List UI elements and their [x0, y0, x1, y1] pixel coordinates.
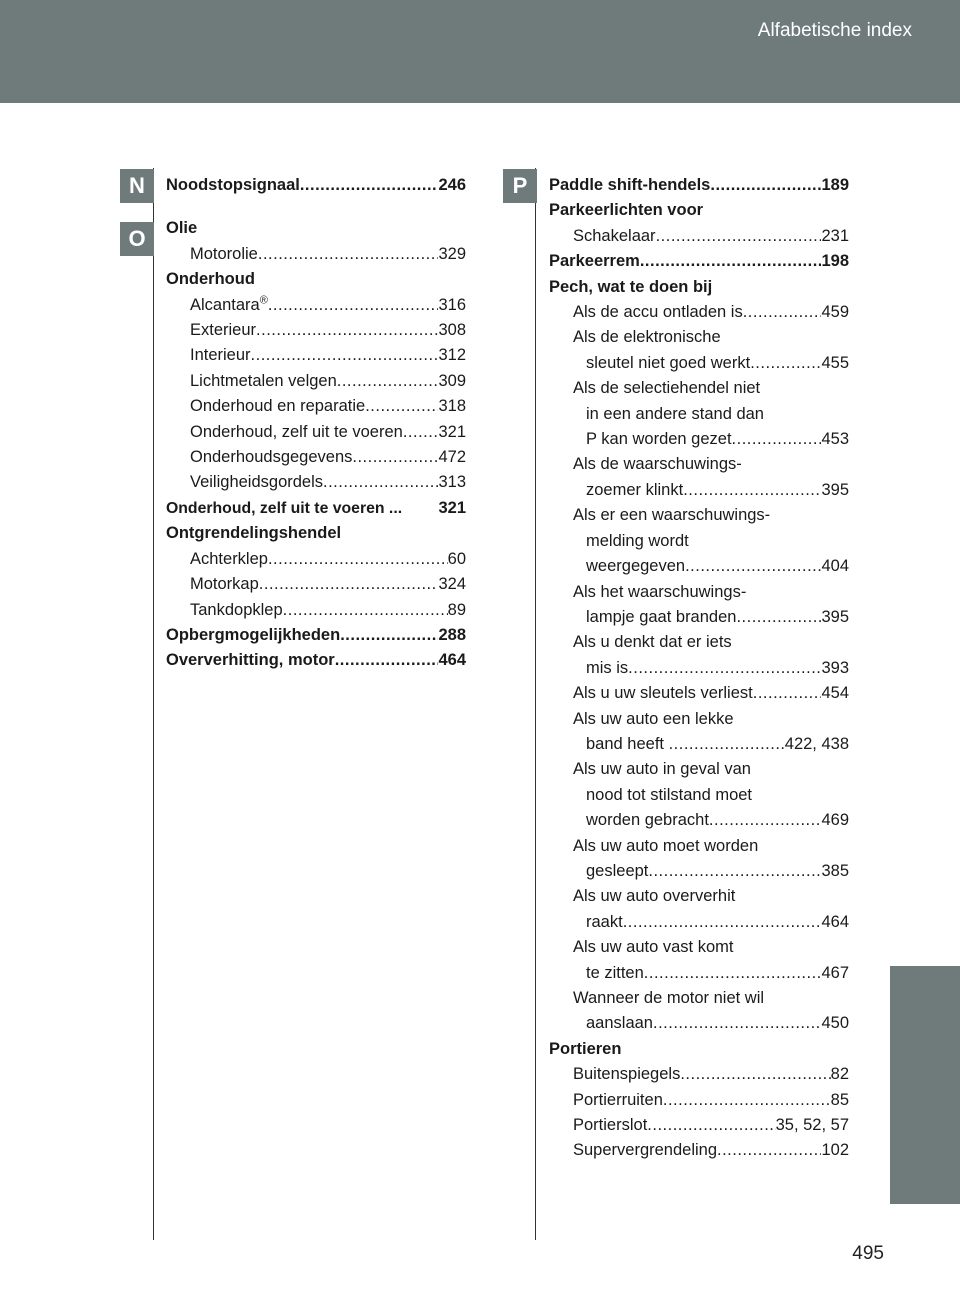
index-entry: Portierruiten ..... 85 — [549, 1088, 849, 1113]
letter-marker-n: N — [120, 169, 154, 203]
index-column-right — [549, 173, 849, 1164]
index-entry-line: Wanneer de motor niet wil — [573, 989, 765, 1007]
letter-marker-p: P — [503, 169, 537, 203]
index-entry-line: in een andere stand dan — [586, 404, 764, 423]
index-entry: Schakelaar ..... 231 — [549, 224, 849, 249]
index-heading: Pech, wat te doen bij — [549, 277, 713, 296]
index-entry: Opbergmogelijkheden ..... 288 — [166, 623, 466, 648]
index-entry-line: melding wordt — [586, 531, 689, 550]
index-entry: Onderhoud, zelf uit te voeren ..... 321 — [166, 420, 466, 445]
index-entry-line: Als uw auto vast komt — [573, 938, 734, 957]
index-entry: aanslaan ..... 450 — [549, 1011, 849, 1036]
index-heading: Olie — [166, 219, 198, 238]
index-entry: sleutel niet goed werkt ..... 455 — [549, 351, 849, 376]
index-entry-line: Als de elektronische — [573, 328, 721, 347]
index-entry: Motorolie ..... 329 — [166, 242, 466, 267]
index-entry-line: Als er een waarschuwings- — [573, 506, 771, 525]
index-entry-line: Als u denkt dat er iets — [573, 633, 732, 652]
header-title: Alfabetische index — [757, 20, 912, 41]
index-entry: zoemer klinkt ..... 395 — [549, 478, 849, 503]
index-entry: Exterieur ..... 308 — [166, 318, 466, 343]
index-entry: raakt ..... 464 — [549, 910, 849, 935]
index-entry: P kan worden gezet ..... 453 — [549, 427, 849, 452]
index-entry: Als de accu ontladen is ..... 459 — [549, 300, 849, 325]
index-entry-line: Als uw auto een lekke — [573, 709, 734, 728]
index-entry-line: Als uw auto oververhit — [573, 887, 736, 906]
index-entry: gesleept ..... 385 — [549, 859, 849, 884]
index-entry: Interieur ..... 312 — [166, 343, 466, 368]
index-heading: Ontgrendelingshendel — [166, 524, 342, 543]
index-entry: Supervergrendeling ..... 102 — [549, 1138, 849, 1163]
index-entry-line: Als de waarschuwings- — [573, 455, 742, 474]
index-entry-line: Als uw auto in geval van — [573, 760, 751, 779]
index-entry-line: nood tot stilstand moet — [586, 785, 753, 804]
index-column-left — [166, 173, 466, 674]
index-entry: Noodstopsignaal ..... 246 — [166, 173, 466, 198]
right-column-rule — [535, 168, 536, 1240]
index-heading: Onderhoud — [166, 270, 255, 289]
index-entry-line: Als het waarschuwings- — [573, 582, 747, 601]
index-entry-line: Als uw auto moet worden — [573, 836, 759, 855]
index-entry: lampje gaat branden ..... 395 — [549, 605, 849, 630]
registered-mark: ® — [259, 294, 268, 307]
index-entry: Onderhoud, zelf uit te voeren ... 321 — [166, 498, 466, 517]
index-entry: Lichtmetalen velgen ..... 309 — [166, 369, 466, 394]
index-entry: band heeft ..... 422, 438 — [549, 732, 849, 757]
index-entry: Portierslot ..... 35, 52, 57 — [549, 1113, 849, 1138]
index-entry: Veiligheidsgordels ..... 313 — [166, 470, 466, 495]
index-entry: Oververhitting, motor ..... 464 — [166, 648, 466, 673]
index-entry: Motorkap ..... 324 — [166, 572, 466, 597]
thumb-index-tab — [890, 966, 960, 1204]
left-column-rule — [153, 168, 154, 1240]
index-entry: Paddle shift-hendels ..... 189 — [549, 173, 849, 198]
index-entry: weergegeven ..... 404 — [549, 554, 849, 579]
index-entry: Alcantara® ..... 316 — [166, 293, 466, 318]
index-entry-line: Als de selectiehendel niet — [573, 379, 761, 398]
index-entry: Onderhoud en reparatie ..... 318 — [166, 394, 466, 419]
index-entry: worden gebracht ..... 469 — [549, 808, 849, 833]
index-entry: mis is ..... 393 — [549, 656, 849, 681]
index-heading: Parkeerlichten voor — [549, 201, 704, 220]
index-entry: Achterklep ..... 60 — [166, 547, 466, 572]
index-entry: Buitenspiegels ..... 82 — [549, 1062, 849, 1087]
letter-marker-o: O — [120, 222, 154, 256]
page-number: 495 — [852, 1243, 884, 1264]
index-entry: Parkeerrem ..... 198 — [549, 249, 849, 274]
index-heading: Portieren — [549, 1039, 622, 1058]
index-entry: Tankdopklep ..... 89 — [166, 598, 466, 623]
index-entry: Als u uw sleutels verliest ..... 454 — [549, 681, 849, 706]
page-header — [0, 0, 960, 103]
index-entry: te zitten ..... 467 — [549, 961, 849, 986]
index-entry: Onderhoudsgegevens ..... 472 — [166, 445, 466, 470]
